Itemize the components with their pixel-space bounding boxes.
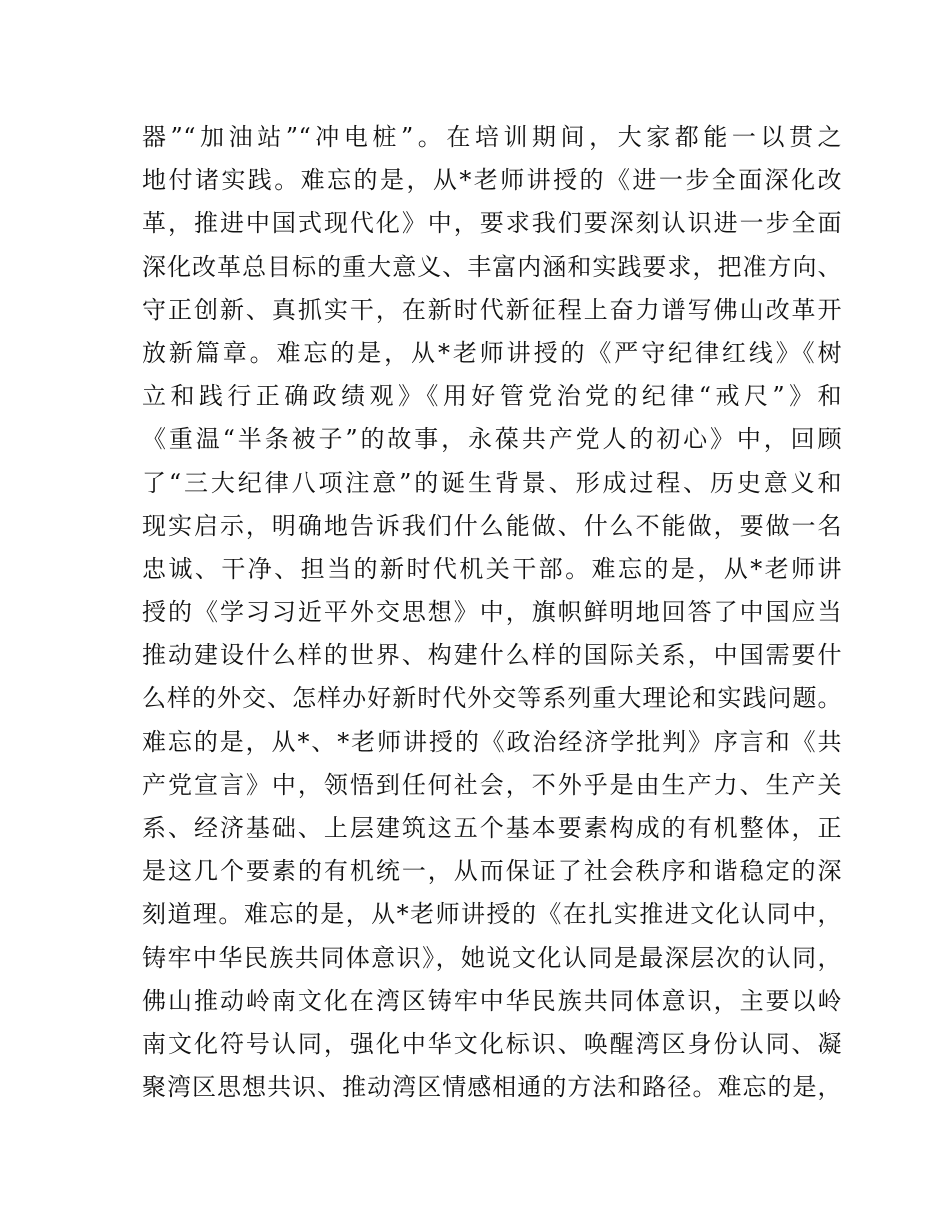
text-line: 推动建设什么样的世界、构建什么样的国际关系，中国需要什 — [142, 641, 842, 670]
text-line: 地付诸实践。难忘的是，从*老师讲授的《进一步全面深化改 — [142, 166, 842, 195]
text-line: 聚湾区思想共识、推动湾区情感相通的方法和路径。难忘的是， — [142, 1073, 842, 1102]
text-line: 放新篇章。难忘的是，从*老师讲授的《严守纪律红线》《树 — [142, 338, 842, 367]
text-line: 《重温“半条被子”的故事，永葆共产党人的初心》中，回顾 — [142, 425, 842, 454]
text-line: 是这几个要素的有机统一，从而保证了社会秩序和谐稳定的深 — [142, 857, 842, 886]
text-line: 系、经济基础、上层建筑这五个基本要素构成的有机整体，正 — [142, 814, 842, 842]
text-line: 难忘的是，从*、*老师讲授的《政治经济学批判》序言和《共 — [142, 727, 842, 756]
text-line: 么样的外交、怎样办好新时代外交等系列重大理论和实践问题。 — [142, 684, 842, 713]
text-line: 革，推进中国式现代化》中，要求我们要深刻认识进一步全面 — [142, 209, 842, 238]
text-line: 器”“加油站”“冲电桩”。在培训期间，大家都能一以贯之 — [142, 123, 842, 151]
text-line: 忠诚、干净、担当的新时代机关干部。难忘的是，从*老师讲 — [142, 554, 842, 583]
text-line: 铸牢中华民族共同体意识》，她说文化认同是最深层次的认同， — [142, 943, 842, 972]
text-line: 刻道理。难忘的是，从*老师讲授的《在扎实推进文化认同中， — [142, 900, 842, 929]
text-line: 现实启示，明确地告诉我们什么能做、什么不能做，要做一名 — [142, 511, 842, 540]
text-line: 佛山推动岭南文化在湾区铸牢中华民族共同体意识，主要以岭 — [142, 986, 842, 1015]
text-line: 南文化符号认同，强化中华文化标识、唤醒湾区身份认同、凝 — [142, 1029, 842, 1058]
text-line: 授的《学习习近平外交思想》中，旗帜鲜明地回答了中国应当 — [142, 598, 842, 627]
text-line: 深化改革总目标的重大意义、丰富内涵和实践要求，把准方向、 — [142, 252, 842, 281]
text-line: 了“三大纪律八项注意”的诞生背景、形成过程、历史意义和 — [142, 468, 842, 497]
body-paragraph — [142, 116, 842, 1109]
text-line: 产党宣言》中，领悟到任何社会，不外乎是由生产力、生产关 — [142, 770, 842, 799]
text-line: 守正创新、真抓实干，在新时代新征程上奋力谱写佛山改革开 — [142, 295, 842, 324]
text-line: 立和践行正确政绩观》《用好管党治党的纪律“戒尺”》和 — [142, 382, 842, 411]
